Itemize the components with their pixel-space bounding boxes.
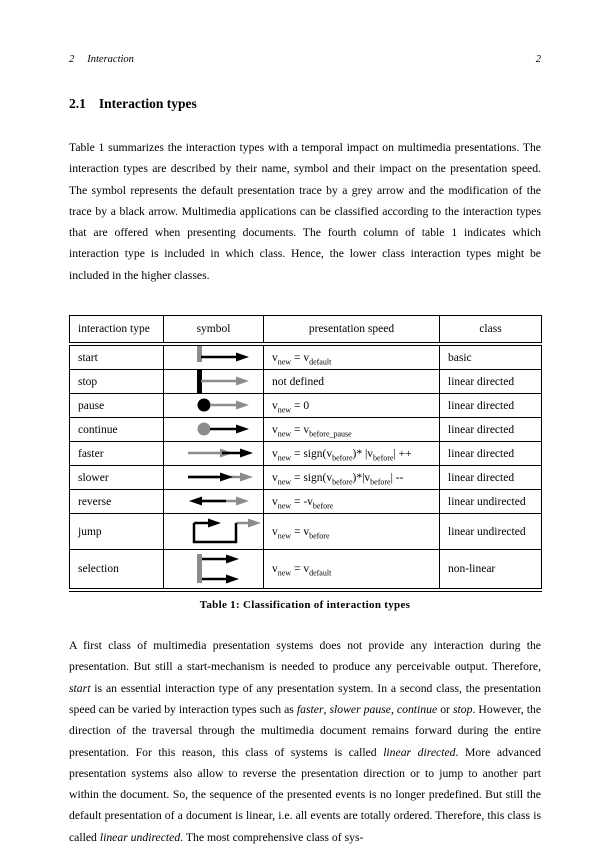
table-row-jump xyxy=(70,514,542,550)
stop-symbol xyxy=(164,370,264,393)
presentation-speed-cell: $v_{new}$ = $sign(v_{before})*$ $|v_{before}|$ ++ xyxy=(264,442,440,466)
interaction-type-cell: pause xyxy=(70,394,164,418)
header-page-number: 2 xyxy=(535,54,541,65)
running-header xyxy=(69,53,541,66)
symbol-cell xyxy=(164,514,264,550)
table-header-row xyxy=(70,316,542,345)
table-row-stop xyxy=(70,370,542,394)
interaction-type-cell: faster xyxy=(70,442,164,466)
interaction-type-cell: start xyxy=(70,344,164,370)
reverse-symbol xyxy=(164,490,264,513)
presentation-speed-cell: $v_{new} = -v_{before}$ xyxy=(264,490,440,514)
header-left xyxy=(69,53,134,66)
interaction-types-table xyxy=(69,315,542,592)
symbol-cell xyxy=(164,344,264,370)
presentation-speed-cell: $v_{new} = v_{before}$ xyxy=(264,514,440,550)
class-cell: linear directed xyxy=(440,370,542,394)
interaction-type-cell: selection xyxy=(70,550,164,591)
class-cell: linear directed xyxy=(440,394,542,418)
interaction-type-cell: jump xyxy=(70,514,164,550)
interaction-type-cell: continue xyxy=(70,418,164,442)
presentation-speed-cell: $v_{new}$ = $sign(v_{before})*|v_{before}|$ -- xyxy=(264,466,440,490)
slower-symbol xyxy=(164,466,264,489)
table-row-continue xyxy=(70,418,542,442)
pause-symbol xyxy=(164,394,264,417)
table-row-reverse xyxy=(70,490,542,514)
presentation-speed-cell: not defined xyxy=(264,370,440,394)
table-row-selection xyxy=(70,550,542,591)
symbol-cell xyxy=(164,442,264,466)
jump-symbol xyxy=(164,514,264,549)
start-symbol xyxy=(164,346,264,369)
class-cell: basic xyxy=(440,344,542,370)
section-heading xyxy=(69,96,541,112)
class-cell: non-linear xyxy=(440,550,542,591)
presentation-speed-cell: $v_{new} = v_{before\_pause}$ xyxy=(264,418,440,442)
header-chapter-number: 2 xyxy=(69,54,75,65)
section-title: Interaction types xyxy=(98,96,197,111)
symbol-cell xyxy=(164,394,264,418)
presentation-speed-cell: $v_{new} = v_{default}$ xyxy=(264,550,440,591)
faster-symbol xyxy=(164,442,264,465)
class-cell: linear directed xyxy=(440,442,542,466)
presentation-speed-cell: $v_{new} = v_{default}$ xyxy=(264,344,440,370)
symbol-cell xyxy=(164,370,264,394)
column-header-interaction-type: interaction type xyxy=(70,316,164,345)
class-cell: linear undirected xyxy=(440,490,542,514)
symbol-cell xyxy=(164,466,264,490)
interaction-type-cell: slower xyxy=(70,466,164,490)
class-cell: linear undirected xyxy=(440,514,542,550)
interaction-type-cell: stop xyxy=(70,370,164,394)
symbol-cell xyxy=(164,490,264,514)
class-cell: linear directed xyxy=(440,418,542,442)
paragraph-table-summary: Table 1 summarizes the interaction types with a temporal impact on multimedia presentations. The interaction types are described by their name, symbol and their impact on the presentation speed. The symbol represents the default presentation trace by a grey arrow and the modification of the trace by a black arrow. Multimedia applications can be classified according to the interaction types that are offered when presenting documents. The fourth column of table 1 indicates which interaction type is included in which class. Hence, the lower class interaction types might be included in the higher classes. xyxy=(69,141,541,282)
symbol-cell xyxy=(164,418,264,442)
presentation-speed-cell: $v_{new} = 0$ xyxy=(264,394,440,418)
interaction-type-cell: reverse xyxy=(70,490,164,514)
column-header-presentation-speed: presentation speed xyxy=(264,316,440,345)
class-cell: linear directed xyxy=(440,466,542,490)
selection-symbol xyxy=(164,550,264,588)
table-row-slower xyxy=(70,466,542,490)
column-header-symbol: symbol xyxy=(164,316,264,345)
paragraph-classes-discussion: A first class of multimedia presentation systems does not provide any interaction during the presentation. But still a start-mechanism is needed to produce any perceivable output. Therefore, start is an essential interaction type of any presentation system. In a second class, the presentation speed can be varied by interaction types such as faster, slower pause, continue or stop. However, the direction of the traversal through the multimedia document remains forward during the entire presentation. For this reason, this class of systems is called linear directed. More advanced presentation systems also allow to reverse the presentation direction or to jump to another part within the document. So, the sequence of the presented events is no longer predefined. But still the default presentation of a document is linear, i.e. all events are totally ordered. Therefore, this class is called linear undirected. The most comprehensive class of sys- xyxy=(69,639,542,844)
column-header-class: class xyxy=(440,316,542,345)
table-row-start xyxy=(70,344,542,370)
continue-symbol xyxy=(164,418,264,441)
section-number: 2.1 xyxy=(69,96,86,111)
table-caption: Table 1: Classification of interaction types xyxy=(199,599,411,612)
symbol-cell xyxy=(164,550,264,591)
header-chapter-title: Interaction xyxy=(87,54,134,65)
table-row-pause xyxy=(70,394,542,418)
table-row-faster xyxy=(70,442,542,466)
